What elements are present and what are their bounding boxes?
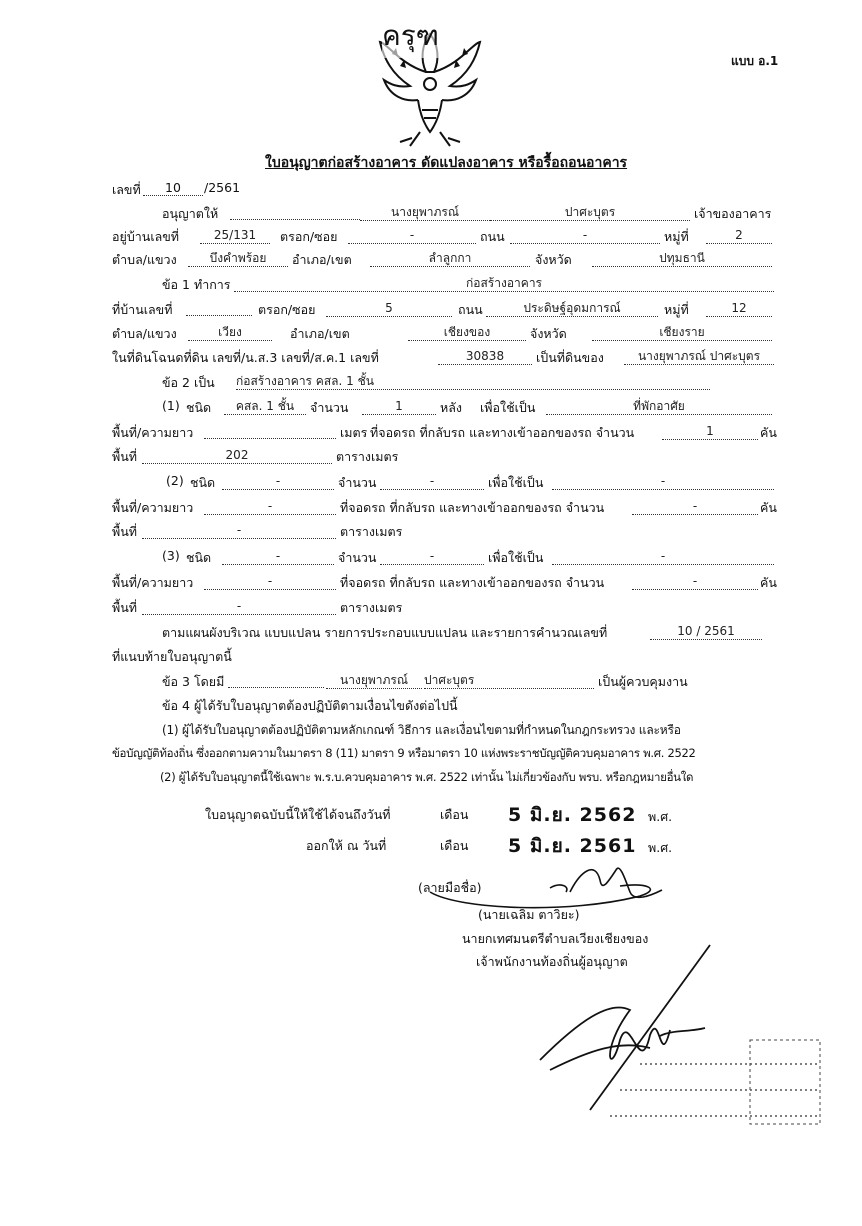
clause4-c2-text: (2) ผู้ได้รับใบอนุญาตนี้ใช้เฉพาะ พ.ร.บ.ควบคุมอาคาร พ.ศ. 2522 เท่านั้น ไม่เกี่ยวข้องกับ พรบ. หรือกฎหมายอื่นใด [160, 770, 694, 784]
plan-attach-row [0, 647, 862, 667]
item3-car-unit: คัน [760, 575, 777, 590]
c1-road-value: ประดิษฐ์อุดมการณ์ [486, 301, 658, 317]
item3-type-label: ชนิด [186, 550, 212, 565]
signer-position-2: เจ้าพนักงานท้องถิ่นผู้อนุญาต [476, 954, 628, 969]
valid-month-label: เดือน [440, 807, 469, 822]
clause1-address-row [0, 300, 862, 320]
owner-surname: ปาศะบุตร [490, 205, 690, 221]
valid-label: ใบอนุญาตฉบับนี้ให้ใช้ได้จนถึงวันที่ [205, 807, 391, 822]
permit-no-value: 10 [143, 180, 203, 196]
item1-use-label: เพื่อใช้เป็น [480, 400, 536, 415]
item2-area-len: - [204, 499, 336, 515]
item3-cars: - [632, 574, 758, 590]
c1-land-no: 30838 [438, 349, 532, 365]
issued-month-label: เดือน [440, 838, 469, 853]
c1-district-label: อำเภอ/เขต [290, 326, 350, 341]
valid-suffix: พ.ศ. [648, 809, 673, 824]
item1-sqm-label: ตารางเมตร [336, 449, 399, 464]
certification-mark [520, 940, 840, 1160]
item2-area-len-label: พื้นที่/ความยาว [112, 500, 194, 515]
valid-until-row [0, 803, 862, 829]
item1-qty-unit: หลัง [440, 400, 463, 415]
item3-parking-row [0, 573, 862, 593]
item2-sqm-label: ตารางเมตร [340, 524, 403, 539]
plan-row [0, 623, 862, 643]
c1-road-label: ถนน [458, 302, 483, 317]
item3-qty-label: จำนวน [338, 550, 377, 565]
item3-use-label: เพื่อใช้เป็น [488, 550, 544, 565]
c1-land-owner-label: เป็นที่ดินของ [536, 350, 604, 365]
item2-parking-row [0, 498, 862, 518]
item2-use-label: เพื่อใช้เป็น [488, 475, 544, 490]
item2-use: - [552, 474, 774, 490]
item3-area-label: พื้นที่ [112, 600, 138, 615]
item3-area-len-label: พื้นที่/ความยาว [112, 575, 194, 590]
item1-type: คสล. 1 ชั้น [224, 399, 306, 415]
permit-no-year: /2561 [204, 180, 241, 195]
district-label: อำเภอ/เขต [292, 252, 352, 267]
item1-type-label: ชนิด [186, 400, 212, 415]
signature-label: (ลายมือชื่อ) [418, 880, 482, 895]
permit-number-row [0, 180, 862, 200]
item1-area-row [0, 447, 862, 467]
clause4-c1-line2 [0, 745, 862, 765]
item2-type-label: ชนิด [190, 475, 216, 490]
signer-position-1: นายกเทศมนตรีตำบลเวียงเชียงของ [462, 931, 649, 946]
item1-car-unit: คัน [760, 425, 777, 440]
c1-house-label: ที่บ้านเลขที่ [112, 302, 173, 317]
clause4-c2-line [0, 769, 862, 789]
garuda-emblem [370, 14, 490, 154]
clause3-name: นางยุพาภรณ์ [326, 673, 422, 689]
grant-row [0, 204, 862, 224]
c1-subdistrict-value: เวียง [188, 325, 272, 341]
item2-type-row [0, 473, 862, 493]
item2-area: - [142, 523, 336, 539]
c1-lane-value: 5 [326, 301, 452, 317]
plan-no: 10 / 2561 [650, 624, 762, 640]
item2-parking-text: ที่จอดรถ ที่กลับรถ และทางเข้าออกของรถ จำนวน [340, 500, 605, 515]
plan-text: ตามแผนผังบริเวณ แบบแปลน รายการประกอบแบบแปลน และรายการคำนวณเลขที่ [162, 625, 608, 640]
c1-district-value: เชียงของ [408, 325, 526, 341]
addr-road-value: - [510, 228, 660, 244]
item3-parking-text: ที่จอดรถ ที่กลับรถ และทางเข้าออกของรถ จำนวน [340, 575, 605, 590]
clause3-surname: ปาศะบุตร [424, 673, 594, 689]
item2-area-row [0, 522, 862, 542]
clause2-row [0, 373, 862, 393]
item2-type: - [222, 474, 334, 490]
plan-attach: ที่แนบท้ายใบอนุญาตนี้ [112, 649, 232, 664]
item2-qty-label: จำนวน [338, 475, 377, 490]
clause4-c1-text1: (1) ผู้ได้รับใบอนุญาตต้องปฏิบัติตามหลักเกณฑ์ วิธีการ และเงื่อนไขตามที่กำหนดในกฎกระทรวง และหรือ [162, 723, 681, 737]
item1-qty: 1 [362, 399, 436, 415]
item3-qty: - [380, 549, 484, 565]
item3-sqm-label: ตารางเมตร [340, 600, 403, 615]
item2-car-unit: คัน [760, 500, 777, 515]
item2-num: (2) [166, 473, 184, 488]
clause4-c1-text2: ข้อบัญญัติท้องถิ่น ซึ่งออกตามความในมาตรา 8 (11) มาตรา 9 หรือมาตรา 10 แห่งพระราชบัญญัติควบคุมอาคาร พ.ศ. 2522 [112, 746, 696, 760]
item1-num: (1) [162, 398, 180, 413]
addr-road-label: ถนน [480, 229, 505, 244]
valid-date-stamp: 5 มิ.ย. 2562 [508, 804, 637, 826]
item3-area-len: - [204, 574, 336, 590]
province-value: ปทุมธานี [592, 251, 772, 267]
item2-cars: - [632, 499, 758, 515]
item3-area: - [142, 599, 336, 615]
c1-province-value: เชียงราย [592, 325, 772, 341]
addr-house-label: อยู่บ้านเลขที่ [112, 229, 180, 244]
district-value: ลำลูกกา [370, 251, 530, 267]
clause2-label: ข้อ 2 เป็น [162, 375, 215, 390]
item1-area-len [204, 423, 336, 439]
clause1-action: ก่อสร้างอาคาร [234, 276, 774, 292]
clause1-district-row [0, 324, 862, 344]
clause1-land-row [0, 348, 862, 368]
item1-use: ที่พักอาศัย [546, 399, 772, 415]
c1-province-label: จังหวัด [530, 326, 567, 341]
c1-moo-label: หมู่ที่ [664, 302, 689, 317]
issued-date-stamp: 5 มิ.ย. 2561 [508, 835, 637, 857]
subdistrict-label: ตำบล/แขวง [112, 252, 177, 267]
addr-moo-label: หมู่ที่ [664, 229, 689, 244]
clause3-label: ข้อ 3 โดยมี [162, 674, 225, 689]
document-title: ใบอนุญาตก่อสร้างอาคาร ดัดแปลงอาคาร หรือรื้อถอนอาคาร [265, 155, 628, 171]
addr-moo-value: 2 [706, 228, 772, 244]
clause1-label: ข้อ 1 ทำการ [162, 277, 231, 292]
clause4-row [0, 696, 862, 716]
clause4-c1-line1 [0, 721, 862, 741]
item1-meter-label: เมตร [340, 425, 368, 440]
item1-parking-text: ที่จอดรถ ที่กลับรถ และทางเข้าออกของรถ จำนวน [370, 425, 635, 440]
issued-label: ออกให้ ณ วันที่ [306, 838, 387, 853]
item1-cars: 1 [662, 424, 758, 440]
item1-qty-label: จำนวน [310, 400, 349, 415]
owner-name: นางยุพาภรณ์ [360, 205, 490, 221]
item1-area-len-label: พื้นที่/ความยาว [112, 425, 194, 440]
item3-num: (3) [162, 548, 180, 563]
subdistrict-value: บึงคำพร้อย [188, 251, 288, 267]
clause3-role: เป็นผู้ควบคุมงาน [598, 674, 688, 689]
item1-type-row [0, 398, 862, 418]
grant-label: อนุญาตให้ [162, 206, 219, 221]
c1-land-owner: นางยุพาภรณ์ ปาศะบุตร [624, 349, 774, 365]
item3-type: - [222, 549, 334, 565]
c1-moo-value: 12 [706, 301, 772, 317]
owner-address-row [0, 227, 862, 247]
clause1-row [0, 275, 862, 295]
addr-house-value: 25/131 [200, 228, 270, 244]
c1-land-label: ในที่ดินโฉนดที่ดิน เลขที่/น.ส.3 เลขที่/ส.ค.1 เลขที่ [112, 350, 379, 365]
c1-subdistrict-label: ตำบล/แขวง [112, 326, 177, 341]
emblem-label: ครุฑ [382, 14, 439, 58]
permit-no-label: เลขที่ [112, 182, 141, 197]
item3-type-row [0, 548, 862, 568]
clause3-row [0, 672, 862, 692]
clause2-value: ก่อสร้างอาคาร คสล. 1 ชั้น [236, 374, 710, 390]
c1-house-value [186, 300, 252, 316]
item1-area: 202 [142, 448, 332, 464]
province-label: จังหวัด [535, 252, 572, 267]
item1-parking-row [0, 423, 862, 443]
issued-suffix: พ.ศ. [648, 840, 673, 855]
item3-use: - [552, 549, 774, 565]
item2-area-label: พื้นที่ [112, 524, 138, 539]
item2-qty: - [380, 474, 484, 490]
owner-role: เจ้าของอาคาร [694, 206, 772, 221]
item1-area-label: พื้นที่ [112, 449, 138, 464]
item3-area-row [0, 598, 862, 618]
addr-lane-label: ตรอก/ซอย [280, 229, 338, 244]
owner-district-row [0, 250, 862, 270]
addr-lane-value: - [348, 228, 476, 244]
form-code: แบบ อ.1 [731, 54, 779, 68]
c1-lane-label: ตรอก/ซอย [258, 302, 316, 317]
clause4-label: ข้อ 4 ผู้ได้รับใบอนุญาตต้องปฏิบัติตามเงื่อนไขดังต่อไปนี้ [162, 698, 458, 713]
signer-name: (นายเฉลิม ตาวิยะ) [478, 907, 580, 922]
